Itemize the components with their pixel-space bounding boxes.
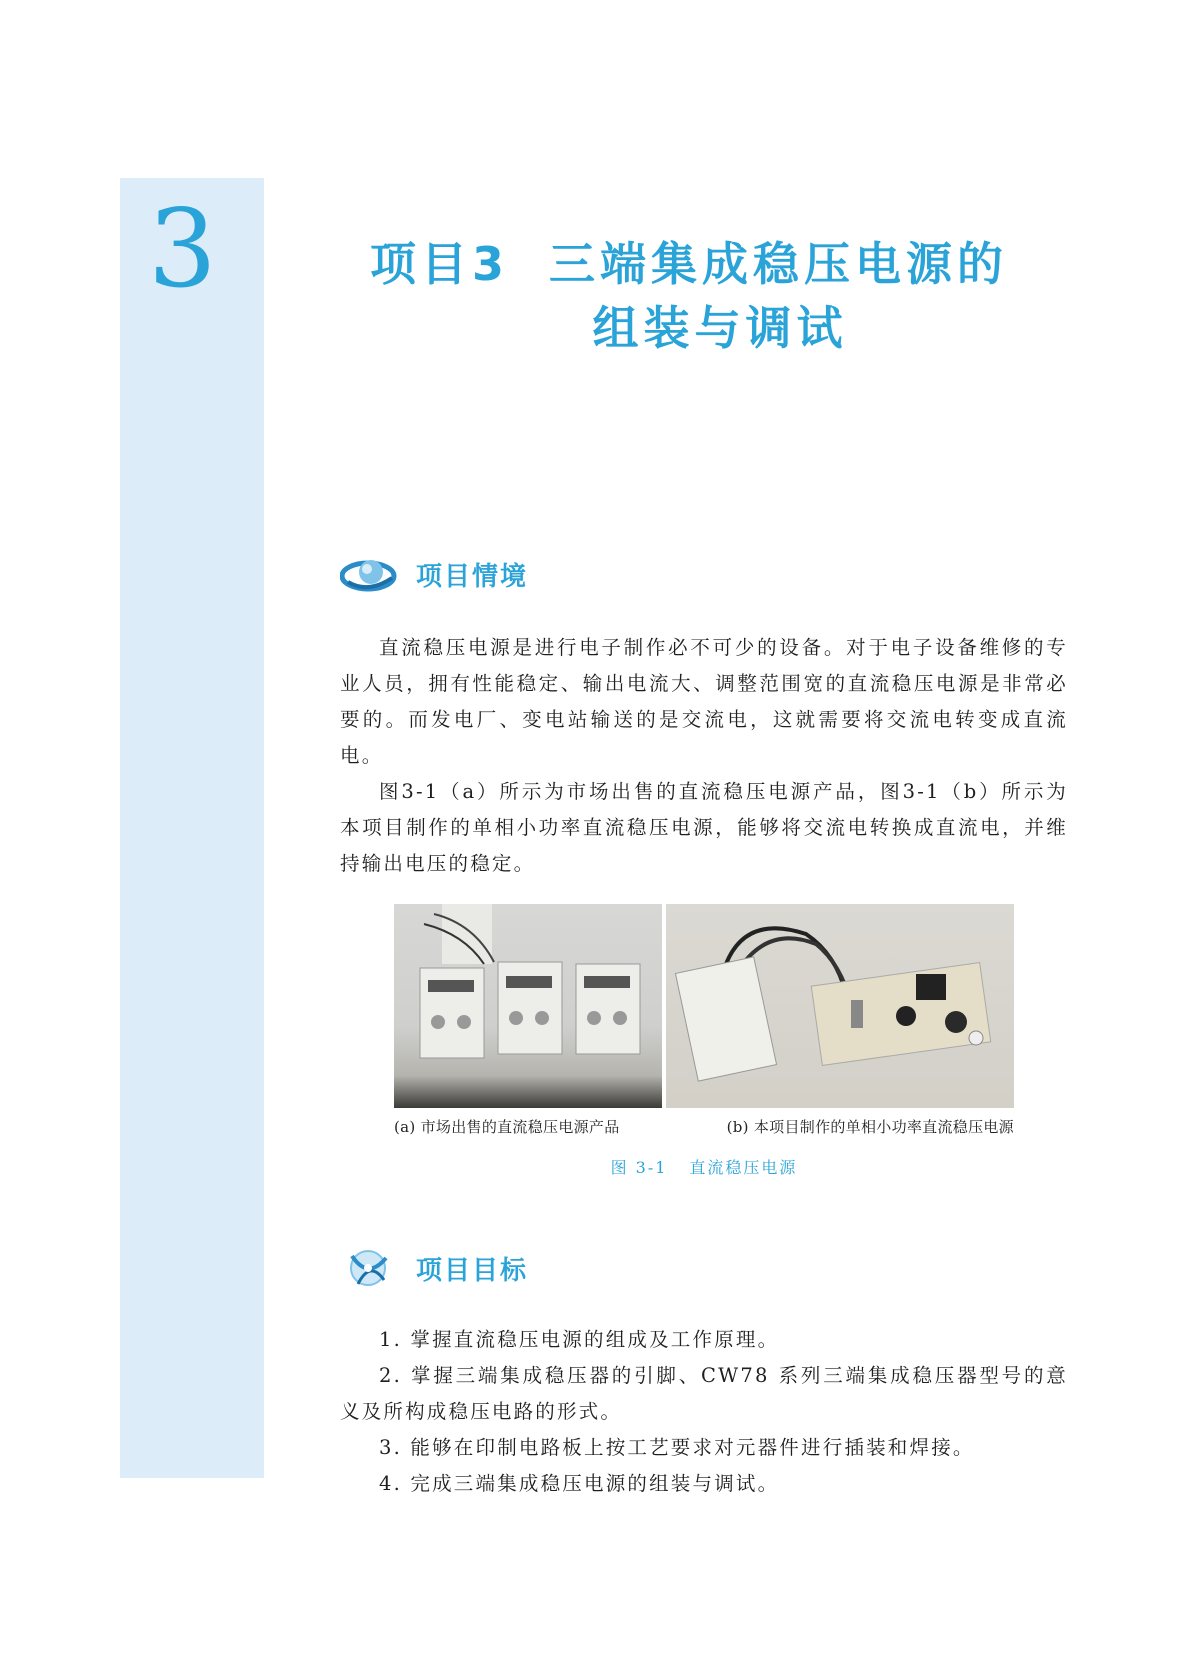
chapter-title	[370, 232, 1070, 360]
chapter-side-band	[120, 178, 264, 1478]
power-supply-units-image	[394, 904, 662, 1108]
caption-b: (b) 本项目制作的单相小功率直流稳压电源	[726, 1118, 1014, 1136]
context-body	[340, 630, 1068, 882]
section-context-heading	[340, 552, 528, 596]
goal-item-1: 1. 掌握直流稳压电源的组成及工作原理。	[379, 1328, 780, 1351]
goal-item-2: 2. 掌握三端集成稳压器的引脚、CW78 系列三端集成稳压器型号的意义及所构成稳压电路的形式。	[340, 1364, 1068, 1423]
photo-commercial-power-supplies	[394, 904, 662, 1108]
target-icon	[340, 1246, 400, 1290]
figure-name: 直流稳压电源	[689, 1158, 798, 1177]
caption-a: (a) 市场出售的直流稳压电源产品	[394, 1118, 620, 1136]
goal-item-3: 3. 能够在印制电路板上按工艺要求对元器件进行插装和焊接。	[379, 1436, 975, 1459]
section-context-title: 项目情境	[416, 561, 529, 592]
title-prefix: 项目3	[370, 237, 510, 291]
section-goals-title: 项目目标	[416, 1255, 529, 1286]
figure-3-1	[394, 904, 1014, 1178]
figure-label: 图 3-1	[610, 1158, 668, 1177]
title-line-1: 三端集成稳压电源的	[549, 237, 1009, 291]
photo-project-power-supply	[666, 904, 1014, 1108]
chapter-number: 3	[148, 187, 217, 312]
context-paragraph-1: 直流稳压电源是进行电子制作必不可少的设备。对于电子设备维修的专业人员，拥有性能稳定、输出电流大、调整范围宽的直流稳压电源是非常必要的。而发电厂、变电站输送的是交流电，这就需要将交流电转变成直流电。	[340, 636, 1068, 767]
context-paragraph-2: 图3-1（a）所示为市场出售的直流稳压电源产品，图3-1（b）所示为本项目制作的单相小功率直流稳压电源，能够将交流电转换成直流电，并维持输出电压的稳定。	[340, 780, 1068, 875]
title-line-2: 组装与调试	[592, 301, 848, 355]
goals-list	[340, 1322, 1068, 1502]
section-goals-heading	[340, 1246, 528, 1290]
globe-icon	[340, 552, 400, 596]
goal-item-4: 4. 完成三端集成稳压电源的组装与调试。	[379, 1472, 780, 1495]
circuit-board-image	[666, 904, 1014, 1108]
figure-title	[394, 1155, 1014, 1178]
